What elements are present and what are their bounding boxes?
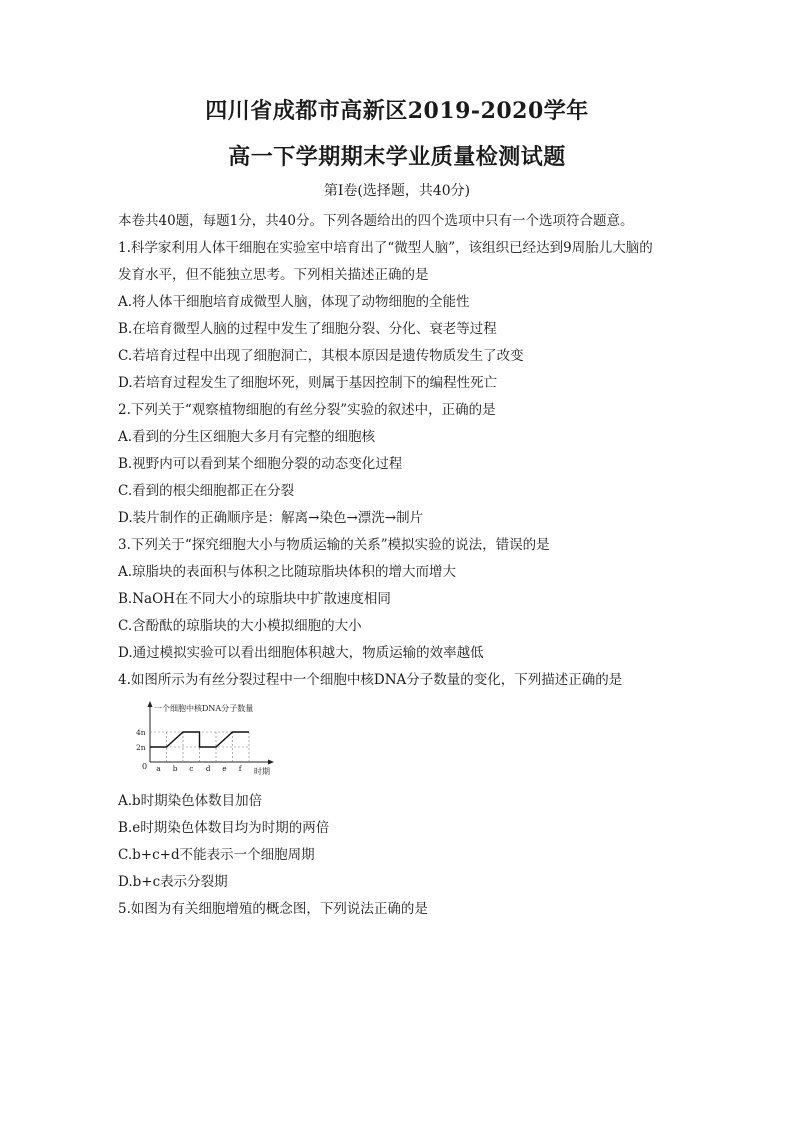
x-tick-label-c: c [189, 764, 194, 773]
y-tick-label-2n: 2n [136, 743, 146, 752]
q4-option-b: B.e时期染色体数目均为时期的两倍 [118, 820, 330, 836]
chart-series [150, 732, 249, 747]
q4-option-a: A.b时期染色体数目加倍 [118, 793, 263, 809]
exam-title-line1: 四川省成都市高新区2019-2020学年 [205, 98, 589, 124]
q3-option-b: B.NaOH在不同大小的琼脂块中扩散速度相同 [118, 591, 391, 607]
chart-title: 一个细胞中核DNA分子数量 [154, 704, 254, 713]
dna-content-chart [128, 700, 280, 778]
q1-option-a: A.将人体干细胞培育成微型人脑，体现了动物细胞的全能性 [118, 294, 470, 310]
origin-label: 0 [142, 762, 148, 771]
x-axis-label: 时期 [254, 767, 270, 776]
q1-stem-line2: 发育水平，但不能独立思考。下列相关描述正确的是 [118, 267, 429, 283]
chart-x-ticks [156, 764, 243, 773]
q4-option-c: C.b+c+d不能表示一个细胞周期 [118, 847, 315, 863]
instructions-text: 本卷共40题，每题1分，共40分。下列各题给出的四个选项中只有一个选项符合题意。 [118, 213, 634, 229]
q5-stem-line1: 5.如图为有关细胞增殖的概念图，下列说法正确的是 [118, 901, 428, 917]
x-tick-label-d: d [205, 764, 211, 773]
q2-option-d: D.装片制作的正确顺序是：解离→染色→漂洗→制片 [118, 510, 424, 526]
x-axis-arrow-icon [268, 760, 274, 765]
x-tick-label-a: a [156, 764, 161, 773]
x-tick-label-f: f [238, 764, 242, 773]
x-tick-label-b: b [172, 764, 178, 773]
y-axis-arrow-icon [148, 701, 153, 707]
chart-y-ticks [136, 728, 146, 752]
q3-option-c: C.含酚酞的琼脂块的大小模拟细胞的大小 [118, 618, 362, 634]
q1-stem-line1: 1.科学家利用人体干细胞在实验室中培育出了“微型人脑”，该组织已经达到9周胎儿大脑的 [118, 240, 653, 256]
exam-title-line2: 高一下学期期末学业质量检测试题 [228, 144, 566, 170]
q2-option-a: A.看到的分生区细胞大多月有完整的细胞核 [118, 429, 376, 445]
q3-stem-line1: 3.下列关于“探究细胞大小与物质运输的关系”模拟实验的说法，错误的是 [118, 537, 550, 553]
q2-stem-line1: 2.下列关于“观察植物细胞的有丝分裂”实验的叙述中，正确的是 [118, 402, 496, 418]
x-tick-label-e: e [222, 764, 227, 773]
q1-option-c: C.若培育过程中出现了细胞洞亡，其根本原因是遗传物质发生了改变 [118, 348, 524, 364]
q4-option-d: D.b+c表示分裂期 [118, 874, 228, 890]
q1-option-d: D.若培育过程发生了细胞坏死，则属于基因控制下的编程性死亡 [118, 375, 498, 391]
q2-option-b: B.视野内可以看到某个细胞分裂的动态变化过程 [118, 456, 403, 472]
series-line-0 [150, 732, 249, 747]
q4-stem-line1: 4.如图所示为有丝分裂过程中一个细胞中核DNA分子数量的变化，下列描述正确的是 [118, 672, 623, 688]
q2-option-c: C.看到的根尖细胞都正在分裂 [118, 483, 295, 499]
q3-option-d: D.通过模拟实验可以看出细胞体积越大，物质运输的效率越低 [118, 645, 484, 661]
q3-option-a: A.琼脂块的表面积与体积之比随琼脂块体积的增大而增大 [118, 564, 457, 580]
section-heading: 第Ⅰ卷(选择题，共40分) [323, 183, 471, 199]
q1-option-b: B.在培育微型人脑的过程中发生了细胞分裂、分化、衰老等过程 [118, 321, 497, 337]
y-tick-label-4n: 4n [136, 728, 146, 737]
